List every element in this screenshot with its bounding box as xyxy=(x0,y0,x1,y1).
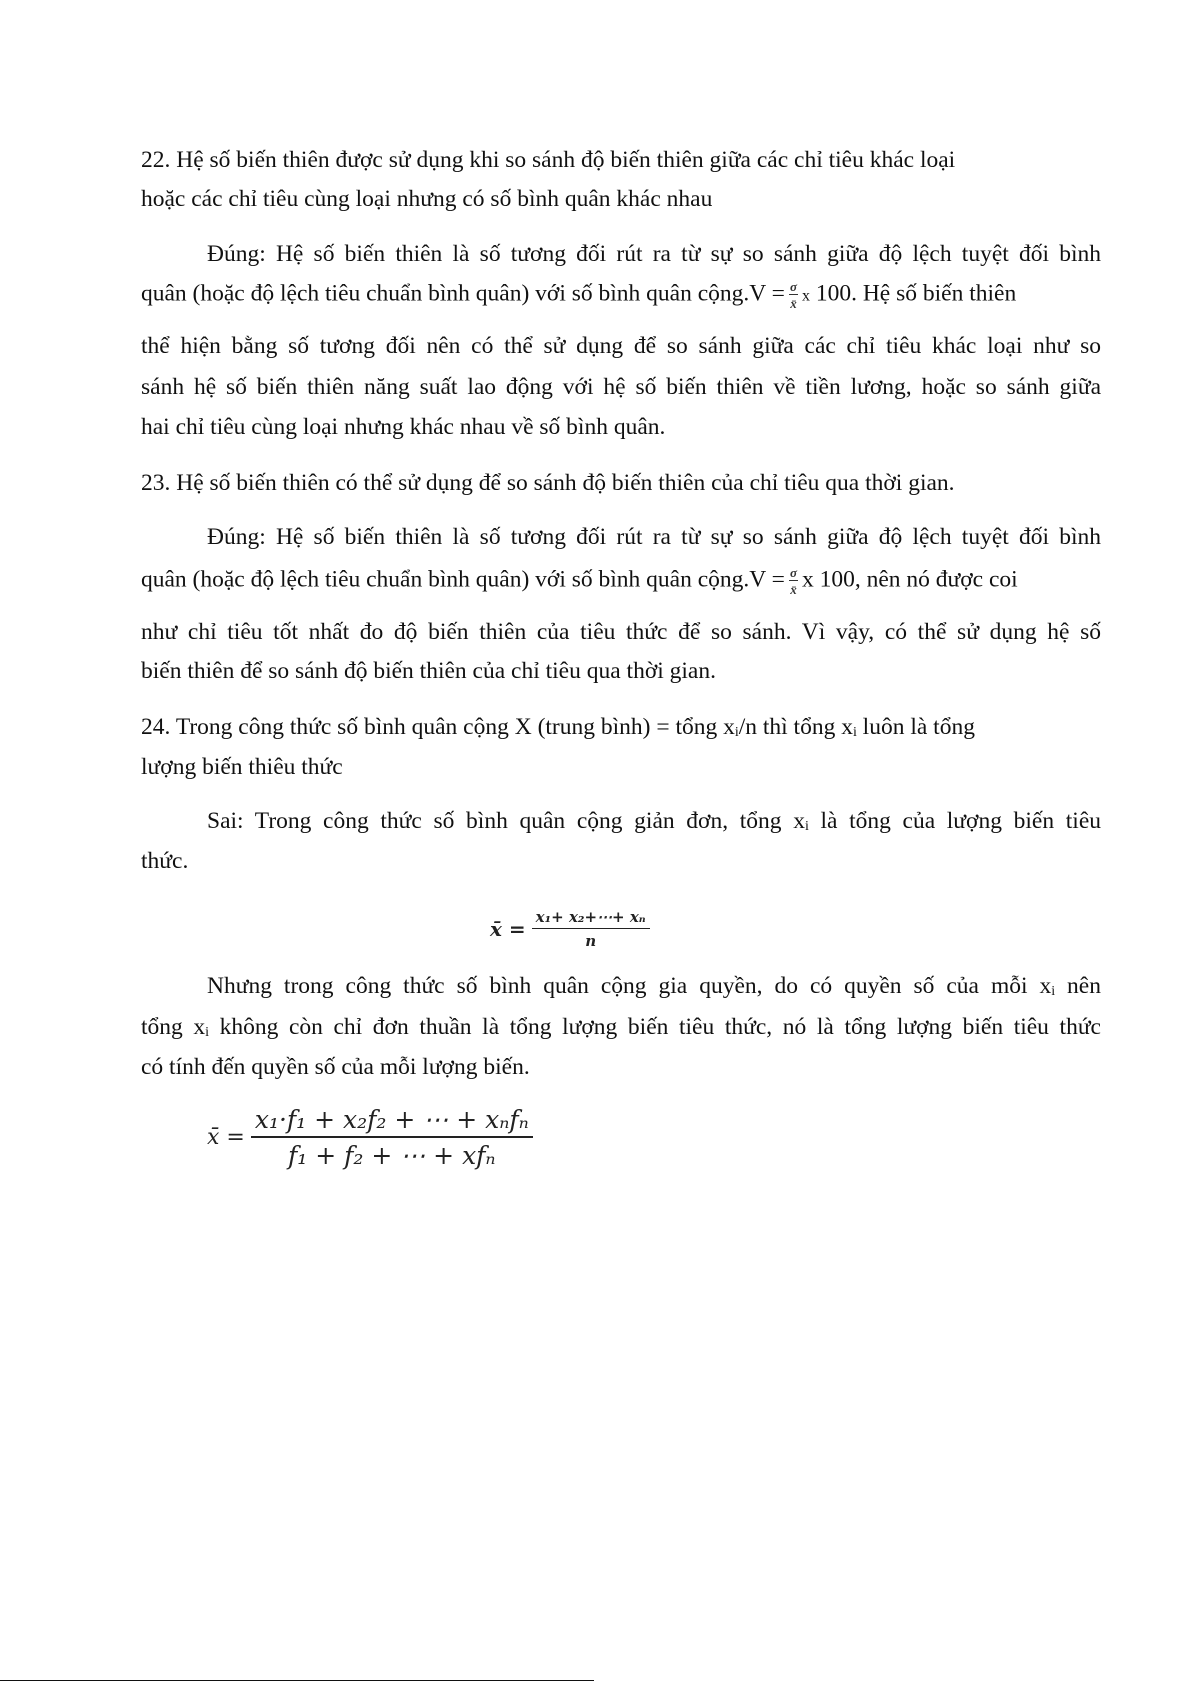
q24-para2-line-2: tổng xᵢ không còn chỉ đơn thuần là tổng lượng biến tiêu thức, nó là tổng lượng biến tiêu thức xyxy=(141,1014,1101,1040)
footnote-separator xyxy=(0,1680,594,1681)
cv-fraction: $\frac{\sigma}{x̄}$ xyxy=(789,279,797,311)
q24-line-1: 24. Trong công thức số bình quân cộng X (trung bình) = tổng xᵢ/n thì tổng xᵢ luôn là tổng xyxy=(141,714,975,740)
formula-denominator: n xyxy=(585,932,597,950)
q24-answer-line-2: thức. xyxy=(141,848,189,874)
q23-answer-line-2-end: x 100, nên nó được coi xyxy=(801,566,1018,593)
simple-mean-formula xyxy=(490,908,650,950)
q23-answer-line-2 xyxy=(141,566,1101,596)
q22-answer-line-4: sánh hệ số biến thiên năng suất lao động với hệ số biến thiên về tiền lương, hoặc so sánh giữa xyxy=(141,374,1101,400)
weighted-mean-formula xyxy=(207,1105,533,1170)
q23-answer-line-4: biến thiên để so sánh độ biến thiên của chỉ tiêu qua thời gian. xyxy=(141,658,716,684)
q22-line-1: 22. Hệ số biến thiên được sử dụng khi so sánh độ biến thiên giữa các chỉ tiêu khác loại xyxy=(141,147,956,173)
formula-fraction xyxy=(251,1105,533,1170)
q22-line-2: hoặc các chỉ tiêu cùng loại nhưng có số bình quân khác nhau xyxy=(141,186,713,212)
q24-para2-line-1: Nhưng trong công thức số bình quân cộng gia quyền, do có quyền số của mỗi xᵢ nên xyxy=(207,973,1101,999)
q22-answer-line-2 xyxy=(141,280,1101,310)
times-sign: x xyxy=(801,287,810,305)
q22-answer-line-5: hai chỉ tiêu cùng loại nhưng khác nhau về số bình quân. xyxy=(141,414,666,440)
q24-para2-line-3: có tính đến quyền số của mỗi lượng biến. xyxy=(141,1054,530,1080)
q22-answer-line-2-end: 100. Hệ số biến thiên xyxy=(815,280,1017,307)
q24-line-2: lượng biến thiêu thức xyxy=(141,754,343,780)
q23-answer-line-3: như chỉ tiêu tốt nhất đo độ biến thiên của tiêu thức để so sánh. Vì vậy, có thể sử dụng hệ số xyxy=(141,619,1101,645)
q22-answer-line-1: Đúng: Hệ số biến thiên là số tương đối rút ra từ sự so sánh giữa độ lệch tuyệt đối bình xyxy=(207,241,1101,267)
q23-line-1: 23. Hệ số biến thiên có thể sử dụng để so sánh độ biến thiên của chỉ tiêu qua thời gian. xyxy=(141,470,955,496)
q22-answer-line-2-text: quân (hoặc độ lệch tiêu chuẩn bình quân) với số bình quân cộng.V = xyxy=(141,280,785,307)
q23-answer-line-1: Đúng: Hệ số biến thiên là số tương đối rút ra từ sự so sánh giữa độ lệch tuyệt đối bình xyxy=(207,524,1101,550)
formula-lhs: x̄ = xyxy=(490,917,526,941)
formula-denominator: f₁ + f₂ + ⋯ + xfₙ xyxy=(288,1141,496,1170)
formula-numerator: x₁+ x₂+⋯+ xₙ xyxy=(532,908,650,929)
q23-answer-line-2-text: quân (hoặc độ lệch tiêu chuẩn bình quân) với số bình quân cộng.V = xyxy=(141,566,785,593)
formula-fraction xyxy=(532,908,650,950)
formula-lhs: x̄ = xyxy=(207,1125,245,1150)
cv-fraction: $\frac{\sigma}{x̄}$ xyxy=(789,565,797,597)
q24-answer-line-1: Sai: Trong công thức số bình quân cộng giản đơn, tổng xᵢ là tổng của lượng biến tiêu xyxy=(207,808,1101,834)
q22-answer-line-3: thể hiện bằng số tương đối nên có thể sử dụng để so sánh giữa các chỉ tiêu khác loại như so xyxy=(141,333,1101,359)
formula-numerator: x₁·f₁ + x₂f₂ + ⋯ + xₙfₙ xyxy=(251,1105,533,1138)
